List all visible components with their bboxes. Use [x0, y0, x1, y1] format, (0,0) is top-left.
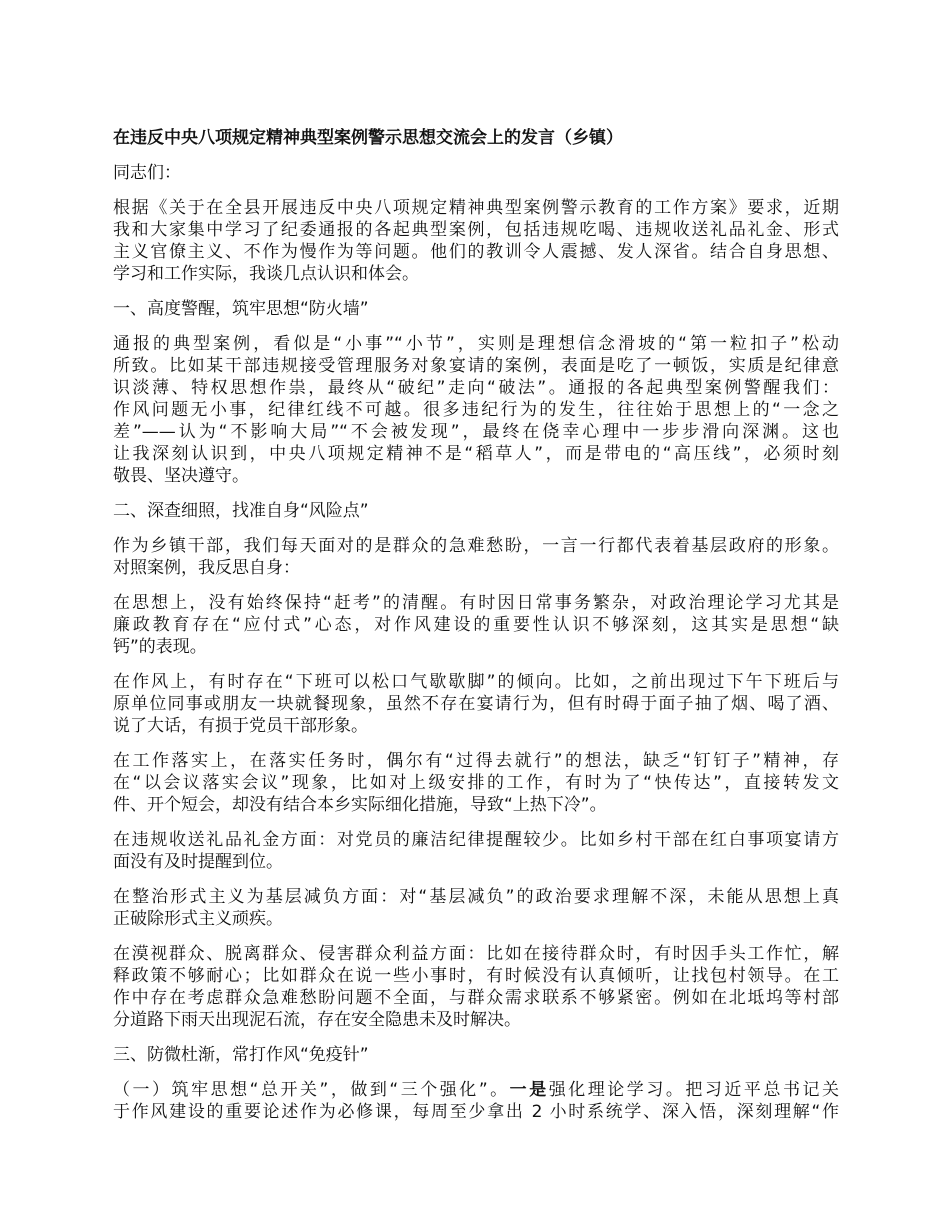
text-line — [113, 1079, 839, 1101]
body-paragraph — [113, 671, 839, 737]
text-line: 通报的典型案例，看似是“小事”“小节”，实则是理想信念滑坡的“第一粒扣子”松动 — [113, 334, 839, 354]
text-line: 一、高度警醒，筑牢思想“防火墙” — [113, 299, 369, 319]
text-line: 识淡薄、特权思想作祟，最终从“破纪”走向“破法”。通报的各起典型案例警醒我们： — [113, 378, 839, 398]
text-segment: 强化理论学习。把习近平总书记关 — [548, 1080, 840, 1100]
text-line: 学习和工作实际，我谈几点认识和体会。 — [113, 264, 419, 284]
text-line: 在漠视群众、脱离群众、侵害群众利益方面：比如在接待群众时，有时因手头工作忙，解 — [113, 944, 839, 964]
text-line: 作风问题无小事，纪律红线不可越。很多违纪行为的发生，往往始于思想上的“一念之 — [113, 400, 839, 420]
text-line: 差”——认为“不影响大局”“不会被发现”，最终在侥幸心理中一步步滑向深渊。这也 — [113, 422, 839, 442]
text-line: 原单位同事或朋友一块就餐现象，虽然不存在宴请行为，但有时碍于面子抽了烟、喝了酒、 — [113, 694, 839, 714]
text-line: 在思想上，没有始终保持“赶考”的清醒。有时因日常事务繁杂，对政治理论学习尤其是 — [113, 593, 839, 613]
body-paragraph — [113, 535, 839, 579]
body-paragraph — [113, 750, 839, 816]
text-segment: （一）筑牢思想“总开关”，做到“三个强化”。 — [113, 1080, 510, 1100]
text-line: 所致。比如某干部违规接受管理服务对象宴请的案例，表面是吃了一顿饭，实质是纪律意 — [113, 356, 839, 376]
section-heading — [113, 298, 839, 320]
text-line: 说了大话，有损于党员干部形象。 — [113, 716, 368, 736]
text-line: 我和大家集中学习了纪委通报的各起典型案例，包括违规吃喝、违规收送礼品礼金、形式 — [113, 220, 839, 240]
text-line: 作为乡镇干部，我们每天面对的是群众的急难愁盼，一言一行都代表着基层政府的形象。 — [113, 536, 839, 556]
text-line: 在违反中央八项规定精神典型案例警示思想交流会上的发言（乡镇） — [113, 128, 623, 148]
text-line: 主义官僚主义、不作为慢作为等问题。他们的教训令人震撼、发人深省。结合自身思想、 — [113, 242, 839, 262]
text-line: 廉政教育存在“应付式”心态，对作风建设的重要性认识不够深刻，这其实是思想“缺 — [113, 615, 839, 635]
text-line: 作中存在考虑群众急难愁盼问题不全面，与群众需求联系不够紧密。例如在北坻坞等村部 — [113, 988, 839, 1008]
text-line: 对照案例，我反思自身： — [113, 558, 300, 578]
body-paragraph — [113, 333, 839, 487]
text-line: 在整治形式主义为基层减负方面：对“基层减负”的政治要求理解不深，未能从思想上真 — [113, 887, 839, 907]
text-line: 释政策不够耐心；比如群众在说一些小事时，有时候没有认真倾听，让找包村领导。在工 — [113, 966, 839, 986]
bold-emphasis: 一是 — [509, 1080, 549, 1100]
text-line: 钙”的表现。 — [113, 637, 207, 657]
text-line: 三、防微杜渐，常打作风“免疫针” — [113, 1045, 369, 1065]
section-heading — [113, 500, 839, 522]
text-line: 敬畏、坚决遵守。 — [113, 466, 249, 486]
text-line: 件、开个短会，却没有结合本乡实际细化措施，导致“上热下冷”。 — [113, 795, 607, 815]
text-line: 在违规收送礼品礼金方面：对党员的廉洁纪律提醒较少。比如乡村干部在红白事项宴请方 — [113, 830, 839, 850]
text-line: 让我深刻认识到，中央八项规定精神不是“稻草人”，而是带电的“高压线”，必须时刻 — [113, 444, 839, 464]
text-line: 正破除形式主义顽疾。 — [113, 909, 283, 929]
body-paragraph — [113, 592, 839, 658]
body-paragraph — [113, 1079, 839, 1123]
text-line: 面没有及时提醒到位。 — [113, 852, 283, 872]
text-line: 在工作落实上，在落实任务时，偶尔有“过得去就行”的想法，缺乏“钉钉子”精神，存 — [113, 751, 839, 771]
body-paragraph — [113, 197, 839, 285]
section-heading — [113, 1044, 839, 1066]
text-line: 在作风上，有时存在“下班可以松口气歇歇脚”的倾向。比如，之前出现过下午下班后与 — [113, 672, 839, 692]
text-line: 二、深查细照，找准自身“风险点” — [113, 501, 369, 521]
text-line: 分道路下雨天出现泥石流，存在安全隐患未及时解决。 — [113, 1010, 521, 1030]
salutation — [113, 162, 839, 184]
text-line: 于作风建设的重要论述作为必修课，每周至少拿出 2 小时系统学、深入悟，深刻理解“作 — [113, 1102, 839, 1122]
body-paragraph — [113, 829, 839, 873]
text-line: 在“以会议落实会议”现象，比如对上级安排的工作，有时为了“快传达”，直接转发文 — [113, 773, 839, 793]
text-line: 根据《关于在全县开展违反中央八项规定精神典型案例警示教育的工作方案》要求，近期 — [113, 198, 839, 218]
document-page — [113, 127, 839, 1136]
body-paragraph — [113, 886, 839, 930]
text-line: 同志们： — [113, 163, 181, 183]
body-paragraph — [113, 943, 839, 1031]
document-title — [113, 127, 839, 149]
